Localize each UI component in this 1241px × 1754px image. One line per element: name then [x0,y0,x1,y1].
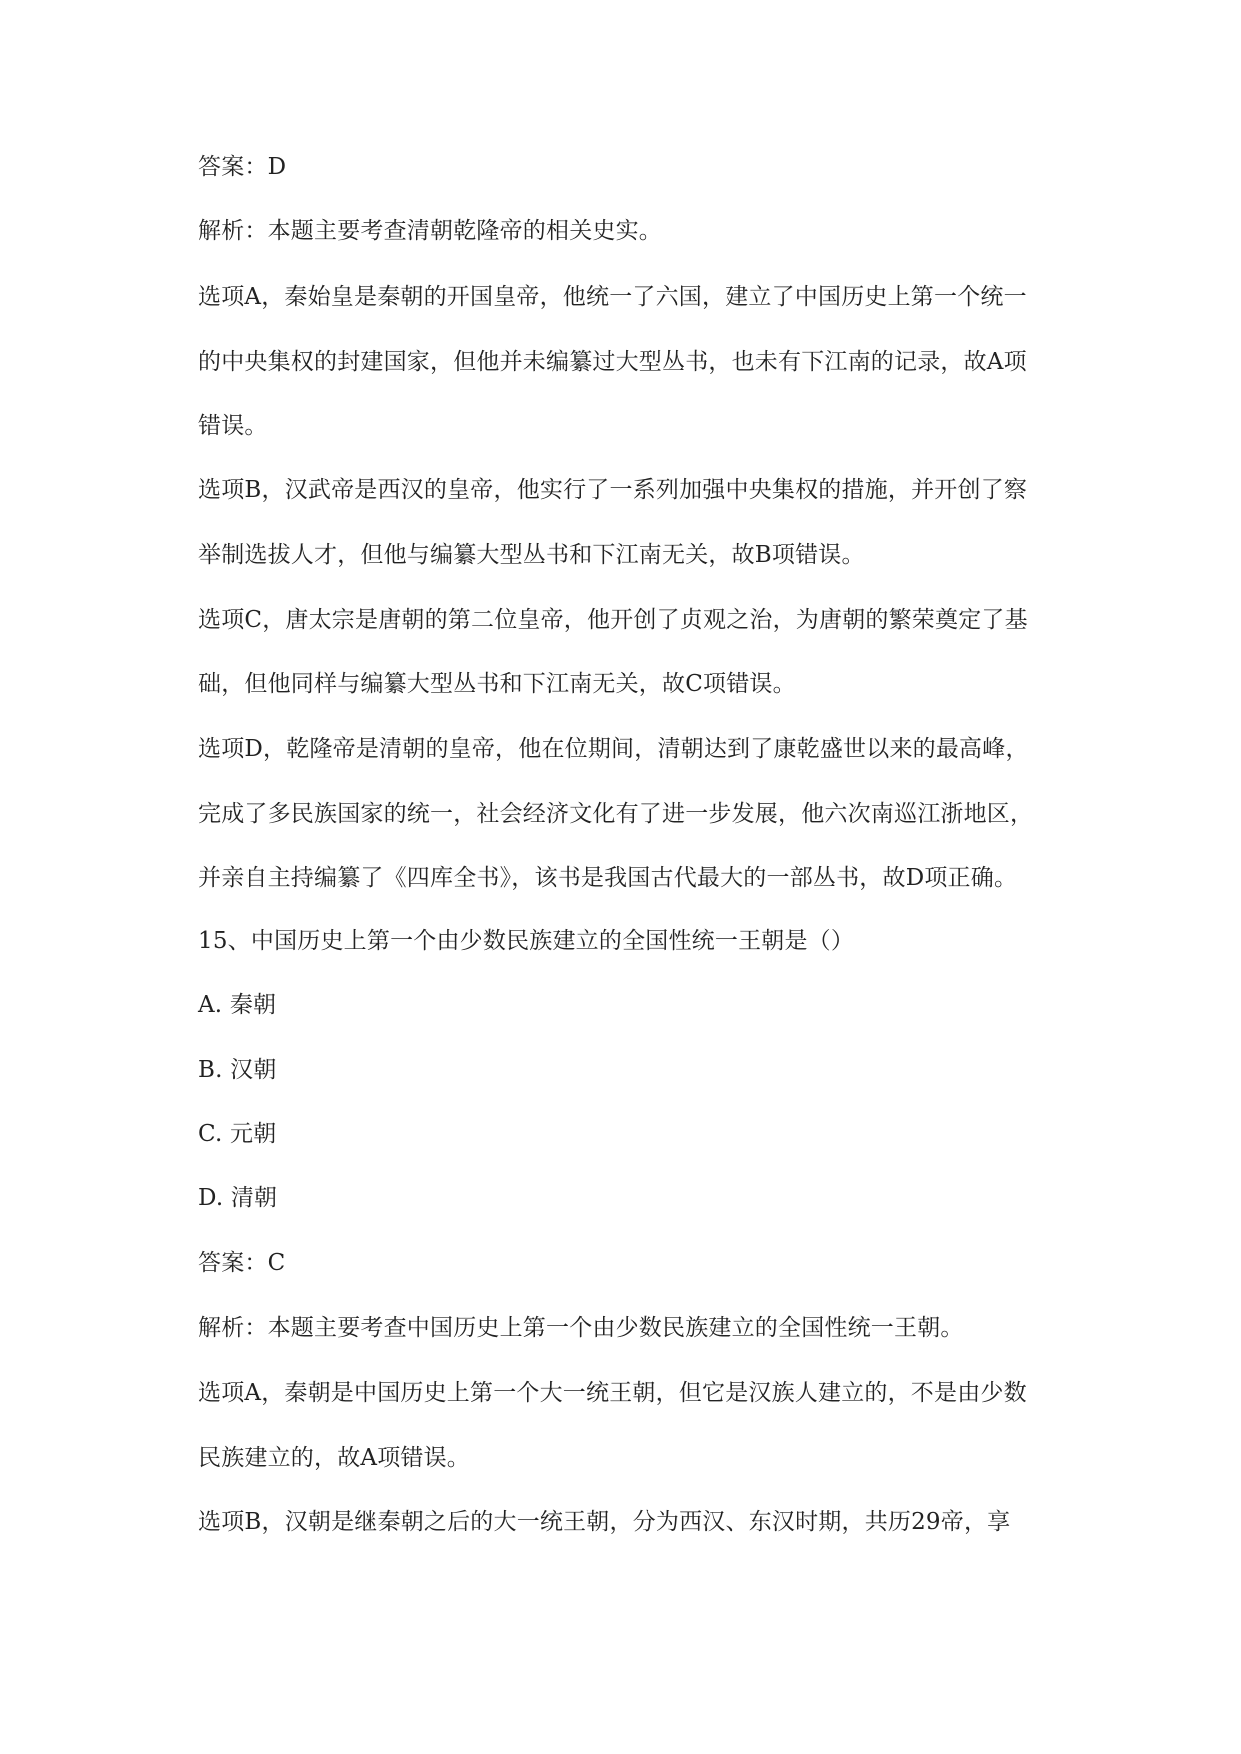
option-a-explanation: 民族建立的，故A项错误。 [198,1445,471,1471]
option-b-explanation: 举制选拔人才，但他与编纂大型丛书和下江南无关，故B项错误。 [198,542,865,568]
option-d-explanation: 并亲自主持编纂了《四库全书》，该书是我国古代最大的一部丛书，故D项正确。 [198,865,1018,891]
option-b-explanation: 选项B，汉朝是继秦朝之后的大一统王朝，分为西汉、东汉时期，共历29帝，享 [198,1509,1011,1535]
option-a-explanation: 的中央集权的封建国家，但他并未编纂过大型丛书，也未有下江南的记录，故A项 [198,349,1027,375]
analysis-line: 解析：本题主要考查中国历史上第一个由少数民族建立的全国性统一王朝。 [198,1315,964,1341]
answer-line: 答案：D [198,154,287,180]
choice-b: B. 汉朝 [198,1057,277,1083]
option-a-explanation: 错误。 [198,413,268,439]
option-a-explanation: 选项A，秦始皇是秦朝的开国皇帝，他统一了六国，建立了中国历史上第一个统一 [198,284,1027,310]
answer-line: 答案：C [198,1250,286,1276]
choice-c: C. 元朝 [198,1121,277,1147]
choice-a: A. 秦朝 [198,992,277,1018]
analysis-line: 解析：本题主要考查清朝乾隆帝的相关史实。 [198,218,662,244]
option-d-explanation: 完成了多民族国家的统一，社会经济文化有了进一步发展，他六次南巡江浙地区， [198,801,1034,827]
choice-d: D. 清朝 [198,1185,278,1211]
option-d-explanation: 选项D，乾隆帝是清朝的皇帝，他在位期间，清朝达到了康乾盛世以来的最高峰， [198,736,1029,762]
option-c-explanation: 础，但他同样与编纂大型丛书和下江南无关，故C项错误。 [198,671,796,697]
option-c-explanation: 选项C，唐太宗是唐朝的第二位皇帝，他开创了贞观之治，为唐朝的繁荣奠定了基 [198,607,1028,633]
option-a-explanation: 选项A，秦朝是中国历史上第一个大一统王朝，但它是汉族人建立的，不是由少数 [198,1380,1027,1406]
question-15: 15、中国历史上第一个由少数民族建立的全国性统一王朝是（） [198,928,855,954]
option-b-explanation: 选项B，汉武帝是西汉的皇帝，他实行了一系列加强中央集权的措施，并开创了察 [198,477,1028,503]
